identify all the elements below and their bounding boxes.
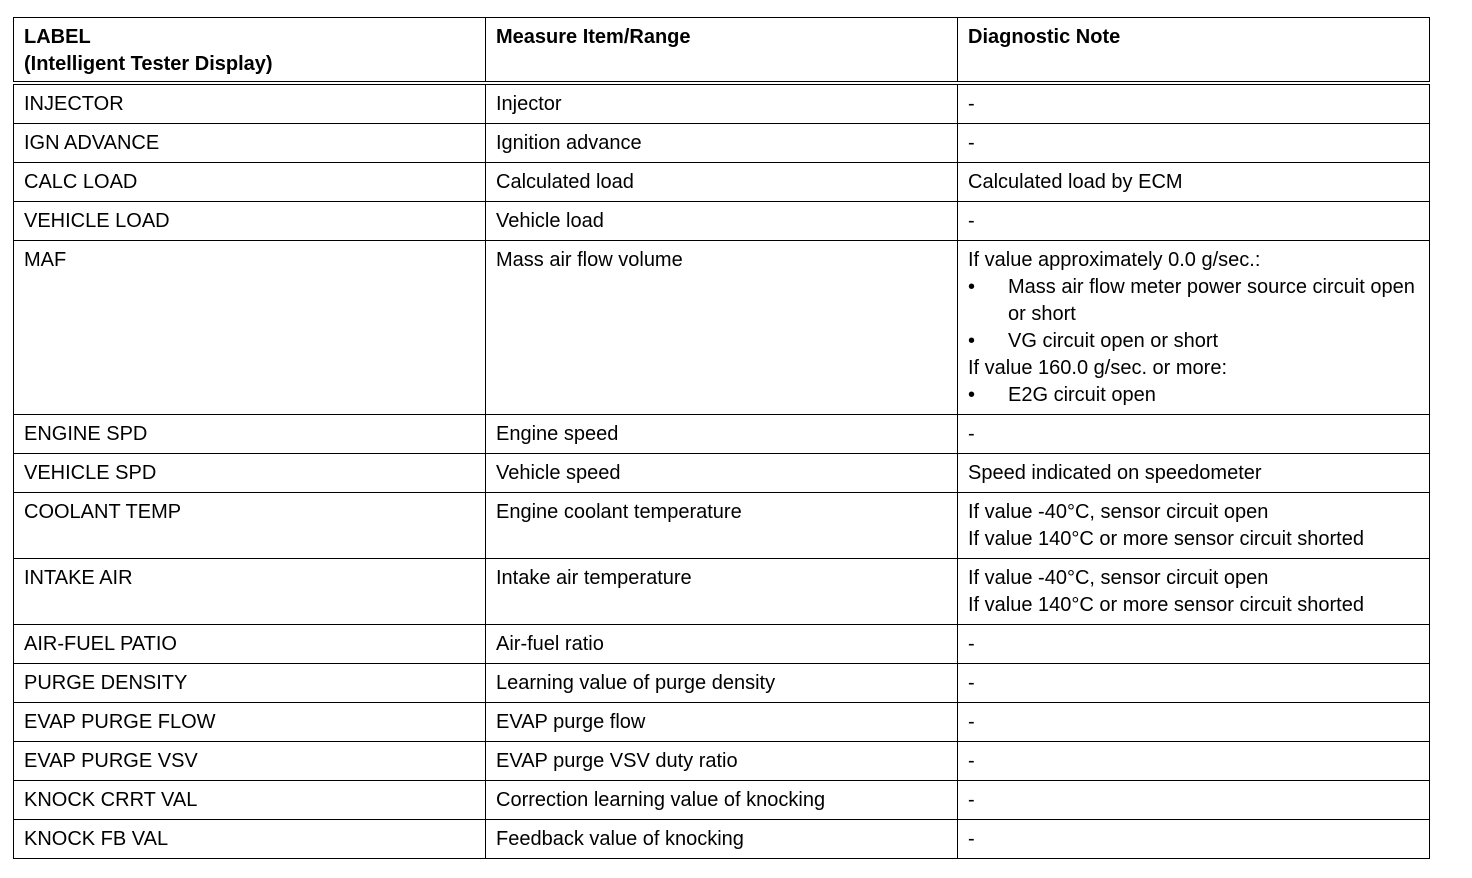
table-row: [14, 742, 1430, 781]
row-note: [958, 559, 1430, 625]
row-note: Calculated load by ECM: [958, 163, 1430, 202]
note-bullet-text: E2G circuit open: [1008, 384, 1156, 406]
row-note: -: [958, 415, 1430, 454]
table-row: [14, 820, 1430, 859]
row-note: -: [958, 83, 1430, 124]
table-row: [14, 493, 1430, 559]
row-label: VEHICLE SPD: [14, 454, 486, 493]
row-label: MAF: [14, 241, 486, 415]
note-bullet-item: [968, 328, 1419, 355]
note-bullet-text: Mass air flow meter power source circuit open or short: [1008, 276, 1415, 325]
note-bullet-text: VG circuit open or short: [1008, 330, 1219, 352]
row-measure: Ignition advance: [486, 124, 958, 163]
bullet-icon: •: [968, 276, 976, 298]
row-measure: EVAP purge VSV duty ratio: [486, 742, 958, 781]
row-label: CALC LOAD: [14, 163, 486, 202]
row-measure: Learning value of purge density: [486, 664, 958, 703]
row-note: -: [958, 742, 1430, 781]
row-note: -: [958, 820, 1430, 859]
row-label: EVAP PURGE VSV: [14, 742, 486, 781]
row-label: VEHICLE LOAD: [14, 202, 486, 241]
row-label: PURGE DENSITY: [14, 664, 486, 703]
row-label: KNOCK FB VAL: [14, 820, 486, 859]
row-note: -: [958, 202, 1430, 241]
table-row: [14, 454, 1430, 493]
bullet-icon: •: [968, 330, 976, 352]
note-line: If value 160.0 g/sec. or more:: [968, 357, 1228, 379]
note-line: If value -40°C, sensor circuit open: [968, 567, 1269, 589]
row-measure: Feedback value of knocking: [486, 820, 958, 859]
table-row: [14, 202, 1430, 241]
row-measure: Calculated load: [486, 163, 958, 202]
note-line: If value -40°C, sensor circuit open: [968, 501, 1269, 523]
table-row: [14, 703, 1430, 742]
note-line: If value approximately 0.0 g/sec.:: [968, 249, 1261, 271]
header-label: [14, 18, 486, 84]
row-measure: Correction learning value of knocking: [486, 781, 958, 820]
bullet-icon: •: [968, 384, 976, 406]
header-label-subtitle: (Intelligent Tester Display): [24, 53, 273, 75]
header-label-title: LABEL: [24, 26, 91, 48]
row-label: IGN ADVANCE: [14, 124, 486, 163]
table-row: [14, 559, 1430, 625]
row-note: [958, 241, 1430, 415]
note-bullet-item: [968, 382, 1419, 409]
row-label: INTAKE AIR: [14, 559, 486, 625]
row-label: COOLANT TEMP: [14, 493, 486, 559]
diagnostic-data-table: [13, 17, 1430, 859]
table-row: [14, 163, 1430, 202]
table-row: [14, 124, 1430, 163]
header-measure: Measure Item/Range: [486, 18, 958, 84]
row-label: EVAP PURGE FLOW: [14, 703, 486, 742]
row-measure: EVAP purge flow: [486, 703, 958, 742]
row-label: ENGINE SPD: [14, 415, 486, 454]
row-note: -: [958, 625, 1430, 664]
row-measure: Vehicle load: [486, 202, 958, 241]
table-row: [14, 83, 1430, 124]
table-row: [14, 625, 1430, 664]
table-row: [14, 415, 1430, 454]
row-note: -: [958, 124, 1430, 163]
row-note: [958, 493, 1430, 559]
row-measure: Injector: [486, 83, 958, 124]
row-note: -: [958, 781, 1430, 820]
table-row: [14, 664, 1430, 703]
row-measure: Air-fuel ratio: [486, 625, 958, 664]
row-note: -: [958, 664, 1430, 703]
header-note: Diagnostic Note: [958, 18, 1430, 84]
row-note: Speed indicated on speedometer: [958, 454, 1430, 493]
row-label: KNOCK CRRT VAL: [14, 781, 486, 820]
note-line: If value 140°C or more sensor circuit shorted: [968, 594, 1364, 616]
row-measure: Mass air flow volume: [486, 241, 958, 415]
row-measure: Intake air temperature: [486, 559, 958, 625]
table-row: [14, 781, 1430, 820]
row-label: INJECTOR: [14, 83, 486, 124]
table-header-row: [14, 18, 1430, 84]
row-note: -: [958, 703, 1430, 742]
note-line: If value 140°C or more sensor circuit shorted: [968, 528, 1364, 550]
row-label: AIR-FUEL PATIO: [14, 625, 486, 664]
note-bullet-item: [968, 274, 1419, 328]
row-measure: Engine speed: [486, 415, 958, 454]
row-measure: Vehicle speed: [486, 454, 958, 493]
table-row: [14, 241, 1430, 415]
row-measure: Engine coolant temperature: [486, 493, 958, 559]
